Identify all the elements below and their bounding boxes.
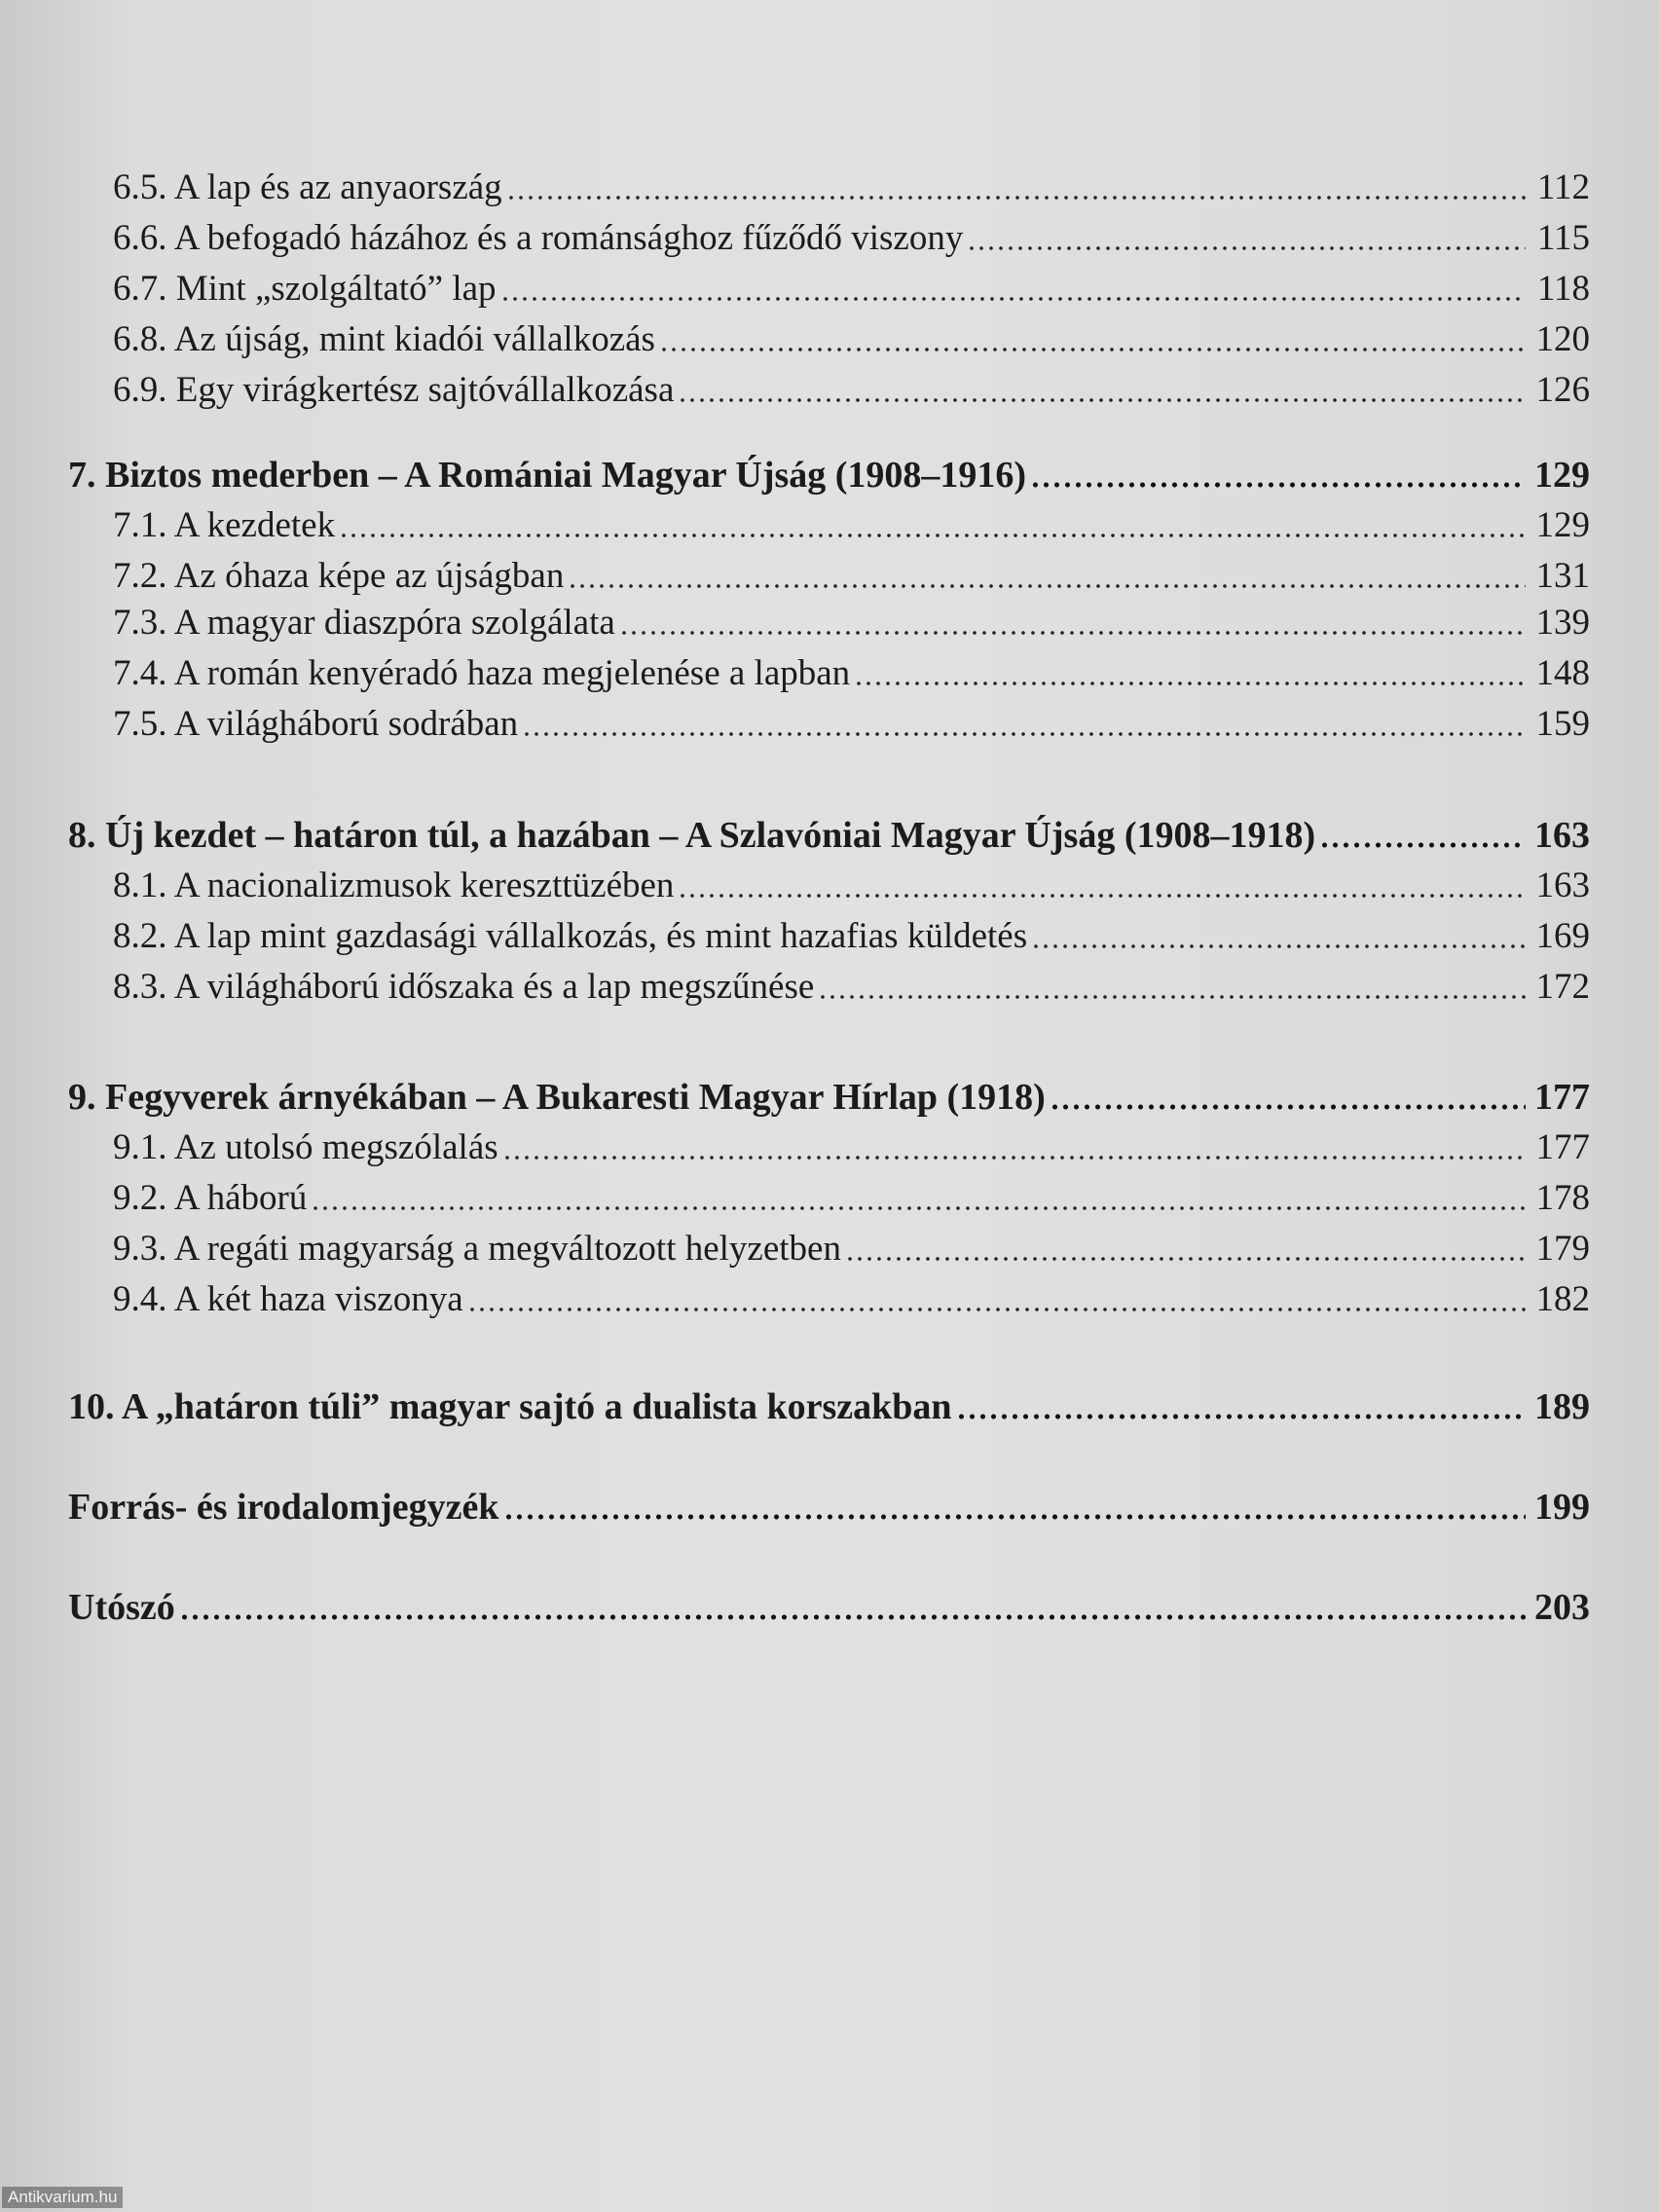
- toc-entry-title: 6.9. Egy virágkertész sajtóvállalkozása: [113, 370, 675, 410]
- toc-entry-title: 7. Biztos mederben – A Romániai Magyar Újság (1908–1916): [68, 455, 1027, 496]
- toc-section-row: [68, 314, 1590, 365]
- toc-entry-title: 7.2. Az óhaza képe az újságban: [113, 556, 565, 596]
- dot-leader: [845, 1255, 1526, 1263]
- toc-entry-title: 8.1. A nacionalizmusok kereszttüzében: [113, 866, 675, 905]
- toc-chapter-row: [68, 1582, 1590, 1633]
- toc-section-row: [68, 365, 1590, 416]
- toc-page-number: 120: [1535, 319, 1590, 359]
- toc-entry-title: 9.3. A regáti magyarság a megváltozott helyzetben: [113, 1229, 841, 1269]
- dot-leader: [967, 244, 1526, 252]
- toc-section-row: [68, 500, 1590, 551]
- toc-page-number: 139: [1535, 603, 1590, 643]
- toc-section-row: [68, 648, 1590, 699]
- toc-section-row: [68, 163, 1590, 213]
- toc-page-number: 169: [1535, 916, 1590, 956]
- dot-leader: [506, 194, 1526, 202]
- toc-entry-title: 6.6. A befogadó házához és a románsághoz fűződő viszony: [113, 218, 964, 258]
- toc-section-row: [68, 213, 1590, 264]
- dot-leader: [522, 730, 1526, 738]
- toc-entry-title: 9. Fegyverek árnyékában – A Bukaresti Magyar Hírlap (1918): [68, 1077, 1046, 1118]
- toc-page-number: 159: [1535, 704, 1590, 744]
- watermark-text: Antikvarium.hu: [2, 2187, 123, 2208]
- dot-leader: [179, 1613, 1526, 1621]
- toc-page-number: 182: [1535, 1279, 1590, 1319]
- toc-section-row: [68, 911, 1590, 962]
- toc-page-number: 199: [1534, 1487, 1590, 1528]
- toc-entry-title: 8. Új kezdet – határon túl, a hazában – A Szlavóniai Magyar Újság (1908–1918): [68, 815, 1316, 856]
- toc-section-row: [68, 551, 1590, 602]
- toc-page-number: 203: [1534, 1587, 1590, 1628]
- toc-page-number: 177: [1535, 1127, 1590, 1167]
- dot-leader: [339, 532, 1526, 539]
- toc-page-number: 112: [1536, 167, 1590, 207]
- dot-leader: [568, 582, 1526, 590]
- toc-section-row: [68, 861, 1590, 911]
- dot-leader: [500, 295, 1526, 303]
- toc-section-row: [68, 1224, 1590, 1274]
- toc-entry-title: 10. A „határon túli” magyar sajtó a dualista korszakban: [68, 1386, 952, 1427]
- toc-page-number: 115: [1536, 218, 1590, 258]
- toc-section-row: [68, 1123, 1590, 1173]
- dot-leader: [503, 1513, 1526, 1521]
- toc-page-number: 163: [1534, 815, 1590, 856]
- toc-page-number: 148: [1535, 653, 1590, 693]
- toc-page-number: 179: [1535, 1229, 1590, 1269]
- toc-entry-title: 7.5. A világháború sodrában: [113, 704, 519, 744]
- toc-section-row: [68, 598, 1590, 648]
- toc-entry-title: 9.4. A két haza viszonya: [113, 1279, 463, 1319]
- dot-leader: [467, 1306, 1526, 1313]
- toc-chapter-row: [68, 1382, 1590, 1432]
- toc-page-number: 189: [1534, 1386, 1590, 1427]
- dot-leader: [678, 892, 1526, 900]
- toc-section-row: [68, 962, 1590, 1013]
- dot-leader: [1030, 481, 1526, 489]
- toc-entry-title: 9.1. Az utolsó megszólalás: [113, 1127, 498, 1167]
- dot-leader: [1031, 942, 1526, 950]
- toc-page-number: 172: [1535, 967, 1590, 1007]
- dot-leader: [659, 346, 1526, 353]
- toc-entry-title: Utószó: [68, 1587, 175, 1628]
- toc-chapter-row: [68, 1072, 1590, 1123]
- dot-leader: [956, 1413, 1526, 1420]
- toc-entry-title: 7.4. A román kenyéradó haza megjelenése a lapban: [113, 653, 851, 693]
- dot-leader: [818, 993, 1526, 1001]
- dot-leader: [678, 396, 1526, 404]
- toc-section-row: [68, 1173, 1590, 1224]
- toc-section-row: [68, 264, 1590, 314]
- toc-entry-title: 8.2. A lap mint gazdasági vállalkozás, és mint hazafias küldetés: [113, 916, 1028, 956]
- toc-section-row: [68, 1274, 1590, 1325]
- toc-page-number: 178: [1535, 1178, 1590, 1218]
- toc-chapter-row: [68, 810, 1590, 861]
- toc-page-number: 129: [1534, 455, 1590, 496]
- toc-entry-title: Forrás- és irodalomjegyzék: [68, 1487, 499, 1528]
- toc-chapter-row: [68, 450, 1590, 500]
- toc-entry-title: 7.3. A magyar diaszpóra szolgálata: [113, 603, 615, 643]
- dot-leader: [619, 629, 1526, 637]
- toc-page-number: 163: [1535, 866, 1590, 905]
- toc-entry-title: 8.3. A világháború időszaka és a lap megszűnése: [113, 967, 815, 1007]
- toc-entry-title: 7.1. A kezdetek: [113, 505, 336, 545]
- toc-entry-title: 9.2. A háború: [113, 1178, 308, 1218]
- dot-leader: [854, 680, 1526, 687]
- toc-entry-title: 6.7. Mint „szolgáltató” lap: [113, 269, 497, 309]
- toc-page-number: 131: [1535, 556, 1590, 596]
- toc-entry-title: 6.8. Az újság, mint kiadói vállalkozás: [113, 319, 655, 359]
- toc-page-number: 118: [1536, 269, 1590, 309]
- toc-page-number: 177: [1534, 1077, 1590, 1118]
- dot-leader: [502, 1154, 1526, 1161]
- toc-page-number: 129: [1535, 505, 1590, 545]
- toc-chapter-row: [68, 1482, 1590, 1532]
- toc-entry-title: 6.5. A lap és az anyaország: [113, 167, 502, 207]
- toc-section-row: [68, 699, 1590, 750]
- dot-leader: [1319, 841, 1526, 849]
- toc-page-number: 126: [1535, 370, 1590, 410]
- dot-leader: [311, 1204, 1526, 1212]
- dot-leader: [1050, 1103, 1526, 1111]
